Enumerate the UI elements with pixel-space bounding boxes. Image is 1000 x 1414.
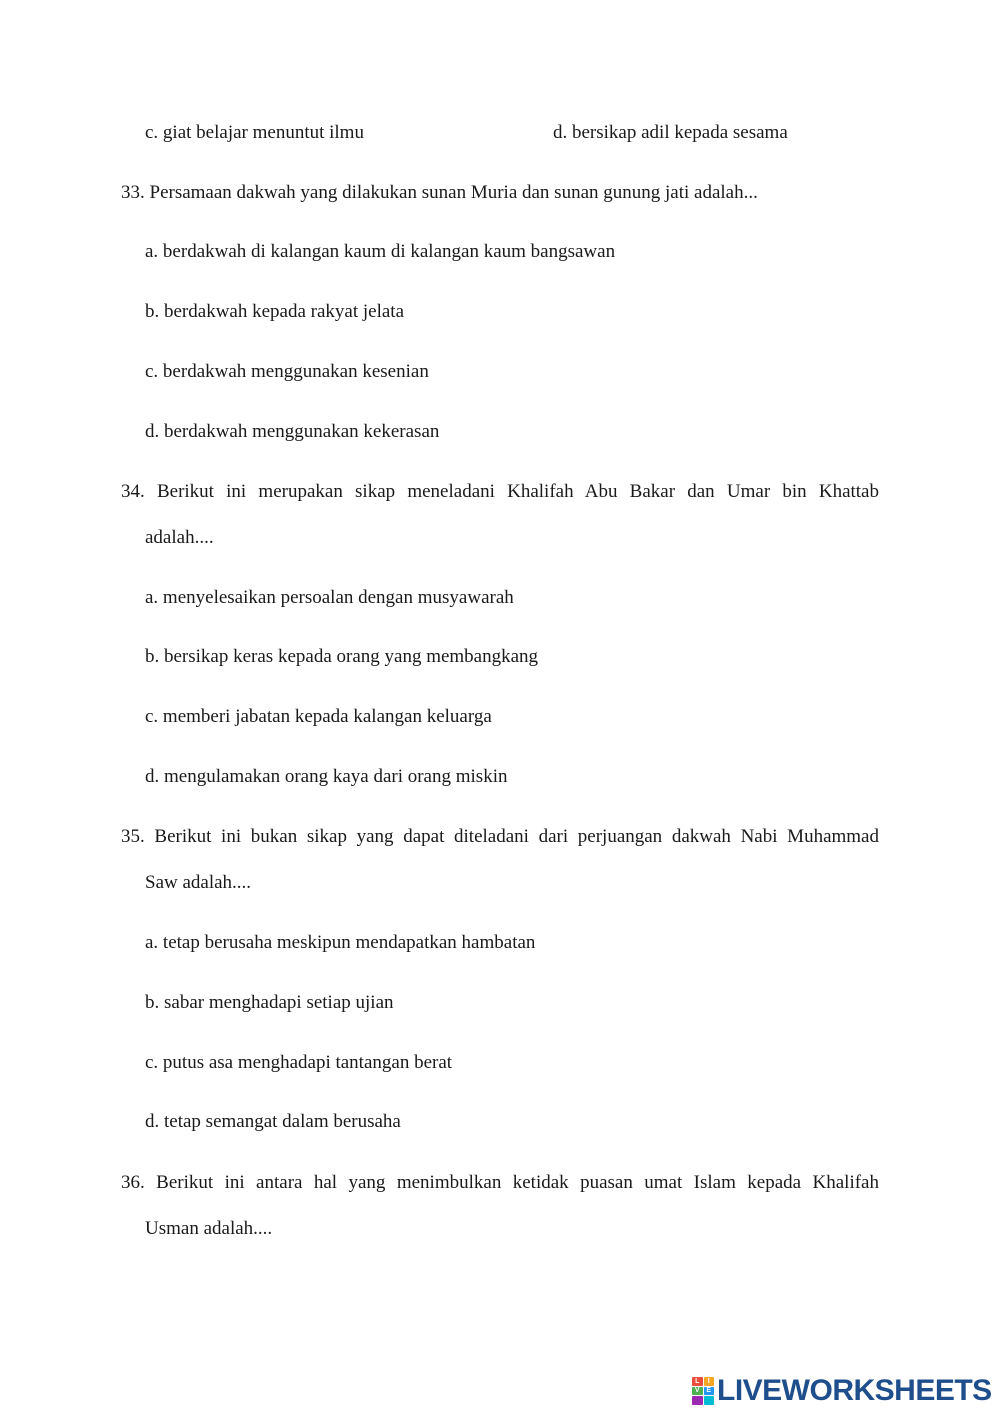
q35-option-d: d. tetap semangat dalam berusaha — [145, 1111, 401, 1132]
option-d-prev: d. bersikap adil kepada sesama — [553, 122, 788, 143]
q35-option-c: c. putus asa menghadapi tantangan berat — [145, 1052, 453, 1073]
q34-option-d: d. mengulamakan orang kaya dari orang miskin — [145, 766, 508, 787]
question-35-line1: 35. Berikut ini bukan sikap yang dapat diteladani dari perjuangan dakwah Nabi Muhammad — [121, 826, 879, 847]
logo-cell: I — [704, 1377, 715, 1386]
q34-option-b: b. bersikap keras kepada orang yang membangkang — [145, 646, 539, 667]
question-35-line2: Saw adalah.... — [145, 872, 252, 893]
logo-cell: E — [704, 1387, 715, 1396]
question-36-line1: 36. Berikut ini antara hal yang menimbulkan ketidak puasan umat Islam kepada Khalifah — [121, 1172, 879, 1193]
liveworksheets-watermark — [692, 1373, 992, 1409]
logo-cell: L — [692, 1377, 703, 1386]
q33-option-c: c. berdakwah menggunakan kesenian — [145, 361, 429, 382]
logo-cell — [692, 1396, 703, 1405]
option-c-prev: c. giat belajar menuntut ilmu — [145, 122, 364, 143]
q33-option-a: a. berdakwah di kalangan kaum di kalangan kaum bangsawan — [145, 241, 616, 262]
q35-option-a: a. tetap berusaha meskipun mendapatkan hambatan — [145, 932, 536, 953]
q33-option-d: d. berdakwah menggunakan kekerasan — [145, 421, 440, 442]
liveworksheets-wordmark: LIVEWORKSHEETS — [717, 1374, 992, 1407]
q33-option-b: b. berdakwah kepada rakyat jelata — [145, 301, 405, 322]
question-33: 33. Persamaan dakwah yang dilakukan sunan Muria dan sunan gunung jati adalah... — [121, 182, 758, 203]
question-34-line1: 34. Berikut ini merupakan sikap meneladani Khalifah Abu Bakar dan Umar bin Khattab — [121, 481, 879, 502]
q34-option-c: c. memberi jabatan kepada kalangan keluarga — [145, 706, 492, 727]
question-34-line2: adalah.... — [145, 527, 214, 548]
logo-cell: V — [692, 1387, 703, 1396]
logo-cell — [704, 1396, 715, 1405]
liveworksheets-logo-icon — [692, 1377, 714, 1405]
question-36-line2: Usman adalah.... — [145, 1218, 273, 1239]
q34-option-a: a. menyelesaikan persoalan dengan musyawarah — [145, 587, 514, 608]
q35-option-b: b. sabar menghadapi setiap ujian — [145, 992, 394, 1013]
